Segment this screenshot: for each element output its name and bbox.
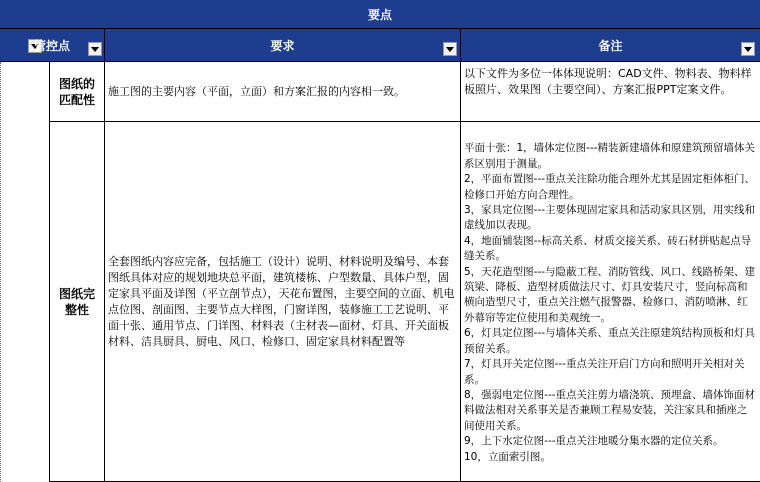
row-2-requirement: 全套图纸内容应完备，包括施工（设计）说明、材料说明及编号、本套图纸具体对应的规划地块总平面，建筑楼栋、户型数量、具体户型，固定家具平面及详图（平立剖节点），天花布置图，主要空间的立面、机电点位图、剖面图、主要节点大样图，门窗详图，装修施工工艺说明、平面十张、通用节点、门详图、材料表（主材表—面材、灯具、开关面板材料、洁具厨具、厨电、风口、检修口、固定家具材料配置等 — [108, 254, 455, 348]
header-requirement-label: 要求 — [270, 38, 295, 53]
header-col-requirement — [105, 29, 461, 62]
row-1-requirement-cell — [105, 62, 461, 122]
header-col-note — [461, 29, 760, 62]
chevron-down-icon — [91, 47, 99, 52]
row-2-note-cell — [461, 122, 760, 482]
row-2-note: 平面十张：1，墙体定位图---精装新建墙体和原建筑预留墙体关系区别用于测量。 2，平面布置图---重点关注除功能合理外尤其是固定柜体柜门、检修口开始方向合理性。 3，家具定位图---主要体现固定家具和活动家具区别，用实线和虚线加以表现。 4，地面铺装图--标高关系、材质交接关系、砖石材拼贴起点导缝关系。 5，天花造型图---与隐蔽工程、消防管线、风口、线路桥架、建筑梁、降板、造型材质做法尺寸、灯具安装尺寸，竖向标高和横向造型尺寸，重点关注燃气报警器、检修口、消防喷淋、红外幕帘等定位使用和美观统一。 6，灯具定位图---与墙体关系、重点关注原建筑结构顶板和灯具预留关系。 7，灯具开关定位图---重点关注开启门方向和照明开关相对关系。 8，强弱电定位图---重点关注剪力墙浇筑、预埋盒、墙体饰面材料做法相对关系事关是否兼顾工程易安装，关注家具和插座之间使用关系。 9，上下水定位图---重点关注地暖分集水器的定位关系。 10，立面索引图。 — [464, 142, 756, 463]
row-1-point-cell — [50, 62, 105, 122]
row-1-note: 以下文件为多位一体体现说明：CAD文件、物料表、物料样板照片、效果图（主要空间）、方案汇报PPT定案文件。 — [464, 67, 752, 96]
row-2-requirement-cell — [105, 122, 461, 482]
header-group-label: 要点 — [367, 7, 392, 22]
row-1-point: 图纸的匹配性 — [58, 76, 95, 107]
filter-dropdown-button-requirement[interactable] — [443, 42, 457, 56]
header-col-point — [0, 29, 105, 62]
row-1-note-cell — [461, 62, 760, 122]
row-2-point: 图纸完整性 — [58, 286, 95, 317]
chevron-down-icon — [744, 47, 752, 52]
row-1-requirement: 施工图的主要内容（平面，立面）和方案汇报的内容相一致。 — [108, 84, 405, 98]
row-gutter — [0, 62, 50, 482]
row-2-point-cell — [50, 122, 105, 482]
chevron-down-icon — [446, 47, 454, 52]
filter-dropdown-button-note[interactable] — [741, 42, 755, 56]
filter-dropdown-button-point-right[interactable] — [88, 42, 102, 56]
header-point-label: 管控点 — [34, 38, 71, 53]
header-note-label: 备注 — [598, 38, 623, 53]
header-group-cell — [0, 0, 760, 29]
